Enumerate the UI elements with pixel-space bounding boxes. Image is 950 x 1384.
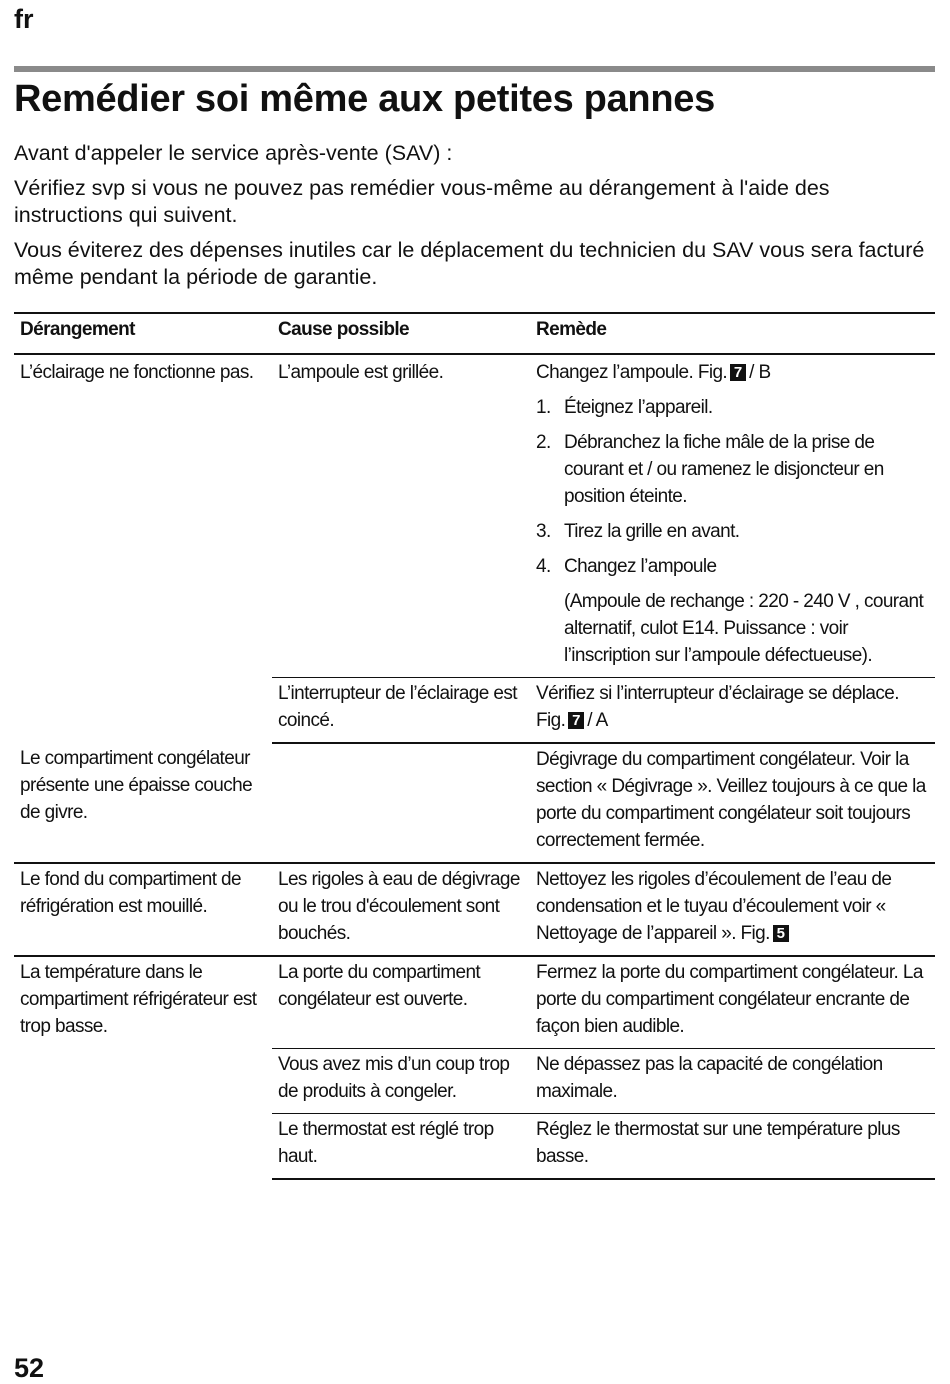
remedy-text: / A [587,710,608,731]
step-number: 3. [536,521,551,542]
intro-text [14,140,935,299]
intro-paragraph: Vous éviterez des dépenses inutiles car le déplacement du technicien du SAV vous sera facturé même pendant la période de garantie. [14,238,925,289]
page-number: 52 [14,1353,45,1383]
figure-ref-icon: 7 [730,364,746,381]
step-number: 2. [536,432,551,453]
header-remedy: Remède [530,313,935,354]
figure-ref-icon: 7 [568,712,584,729]
remedy-text: Nettoyez les rigoles d’écoulement de l’eau de condensation et le tuyau d’écoulement voir « Nettoyage de l’appareil ». Fig. [536,869,892,944]
intro-paragraph: Avant d'appeler le service après-vente (SAV) : [14,141,453,165]
table-header-row [14,313,935,354]
header-fault: Dérangement [14,313,272,354]
list-item [536,429,927,510]
cause-cell: La porte du compartiment congélateur est ouverte. [278,962,481,1010]
remedy-text: / B [749,362,771,383]
remedy-text: Changez l’ampoule. Fig. [536,362,728,383]
cause-cell: Les rigoles à eau de dégivrage ou le trou d'écoulement sont bouchés. [272,863,530,956]
cause-cell: Le thermostat est réglé trop haut. [272,1114,530,1180]
remedy-cell [530,354,935,678]
language-code: fr [14,4,34,34]
table-row [14,354,935,678]
page-title: Remédier soi même aux petites pannes [14,78,715,120]
step-text: Débranchez la fiche mâle de la prise de courant et / ou ramenez le disjoncteur en position éteinte. [564,432,884,507]
step-number: 4. [536,556,551,577]
steps-list [536,394,927,580]
step-text: Éteignez l’appareil. [564,397,713,418]
remedy-cell: Fermez la porte du compartiment congélateur. La porte du compartiment congélateur encrante de façon bien audible. [536,962,923,1037]
cause-cell: L’interrupteur de l’éclairage est coincé. [272,678,530,744]
remedy-cell [530,863,935,956]
fault-cell: L’éclairage ne fonctionne pas. [20,362,254,383]
remedy-cell [530,678,935,744]
list-item [536,394,927,421]
table-row [14,863,935,956]
intro-paragraph: Vérifiez svp si vous ne pouvez pas remédier vous-même au dérangement à l'aide des instructions qui suivent. [14,176,830,227]
step-number: 1. [536,397,551,418]
troubleshooting-table [14,312,935,1180]
remedy-cell: Ne dépassez pas la capacité de congélation maximale. [530,1049,935,1114]
table-row [14,956,935,1049]
table-row [14,743,935,863]
cause-cell: L’ampoule est grillée. [278,362,444,383]
fault-cell: Le fond du compartiment de réfrigération est mouillé. [14,863,272,956]
header-rule [14,66,935,72]
fault-cell: La température dans le compartiment réfrigérateur est trop basse. [20,962,257,1037]
header-cause: Cause possible [272,313,530,354]
remedy-cell: Réglez le thermostat sur une température plus basse. [530,1114,935,1180]
fault-cell: Le compartiment congélateur présente une épaisse couche de givre. [14,743,272,863]
step-text: Tirez la grille en avant. [564,521,740,542]
list-item [536,518,927,545]
list-item [536,553,927,580]
cause-cell [272,743,530,863]
remedy-text: Vérifiez si l’interrupteur d’éclairage se déplace. Fig. [536,683,899,731]
cause-cell: Vous avez mis d’un coup trop de produits à congeler. [272,1049,530,1114]
figure-ref-icon: 5 [773,925,789,942]
remedy-cell: Dégivrage du compartiment congélateur. Voir la section « Dégivrage ». Veillez toujours à ce que la porte du compartiment congélateur soit toujours correctement fermée. [530,743,935,863]
step-text: Changez l’ampoule [564,556,717,577]
step-note: (Ampoule de rechange : 220 - 240 V , courant alternatif, culot E14. Puissance : voir l’inscription sur l’ampoule défectueuse). [564,591,924,666]
